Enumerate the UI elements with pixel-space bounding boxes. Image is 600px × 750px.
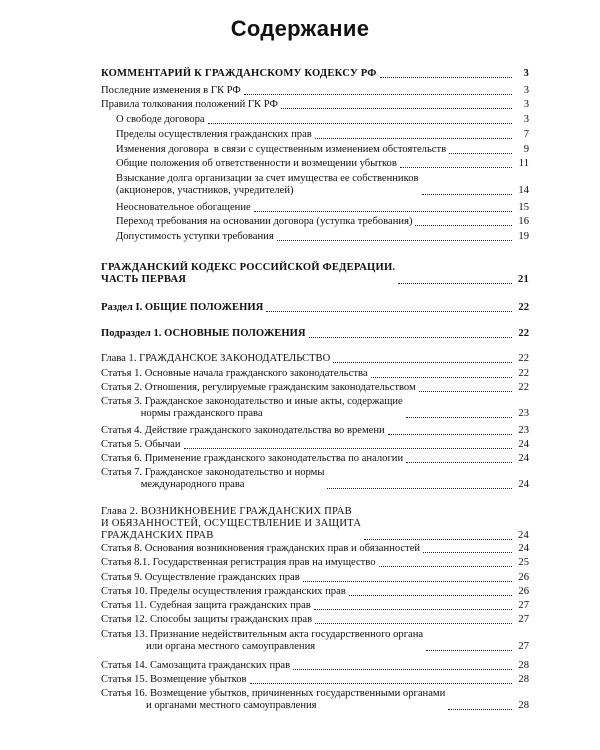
toc-entry-page: 23	[518, 425, 529, 436]
toc-entry	[101, 600, 529, 612]
toc-entry-text: Статья 11. Судебная защита гражданских прав	[101, 600, 311, 611]
toc-entry-page: 3	[523, 114, 529, 125]
toc-entry-page: 28	[518, 660, 529, 671]
toc-entry-text: Статья 9. Осуществление гражданских прав	[101, 572, 300, 583]
toc-entry-text: Статья 8.1. Государственная регистрация прав на имущество	[101, 557, 376, 568]
toc-entry-page: 24	[518, 543, 529, 554]
toc-entry	[101, 353, 529, 365]
toc-entry-text: Допустимость уступки требования	[116, 231, 274, 242]
toc-entry-text: Глава 2. ВОЗНИКНОВЕНИЕ ГРАЖДАНСКИХ ПРАВ И ОБЯЗАННОСТЕЙ, ОСУЩЕСТВЛЕНИЕ И ЗАЩИТА ГРАЖДАНСКИХ ПРАВ	[101, 506, 362, 541]
toc-entry	[101, 467, 529, 491]
toc-entry-text: О свободе договора	[116, 114, 205, 125]
toc-entry	[101, 396, 529, 420]
toc-entry-page: 24	[518, 530, 529, 541]
toc-entry-text: Статья 13. Признание недействительным акта государственного органа или органа местного самоуправления	[101, 629, 424, 652]
toc-entry-text: КОММЕНТАРИЙ К ГРАЖДАНСКОМУ КОДЕКСУ РФ	[101, 68, 377, 79]
toc-entry-text: Глава 1. ГРАЖДАНСКОЕ ЗАКОНОДАТЕЛЬСТВО	[101, 353, 331, 364]
toc-entry-text: Статья 4. Действие гражданского законодательства во времени	[101, 425, 385, 436]
toc-entry-text: Статья 14. Самозащита гражданских прав	[101, 660, 291, 671]
toc-entry-text: ГРАЖДАНСКИЙ КОДЕКС РОССИЙСКОЙ ФЕДЕРАЦИИ. ЧАСТЬ ПЕРВАЯ	[101, 262, 396, 285]
toc-entry	[116, 173, 529, 197]
toc-entry-text: Статья 6. Применение гражданского законодательства по аналогии	[101, 453, 404, 464]
toc-entry	[101, 302, 529, 314]
toc-entry	[116, 114, 529, 126]
toc-entry-page: 22	[518, 353, 529, 364]
toc-entry	[101, 68, 529, 80]
toc-entry-page: 24	[518, 479, 529, 490]
toc-entry-page: 23	[518, 408, 529, 419]
toc-entry	[101, 586, 529, 598]
toc-entry-text: Статья 5. Обычаи	[101, 439, 181, 450]
toc-entry	[101, 439, 529, 451]
toc-entry	[116, 158, 529, 170]
toc-entry-text: Взыскание долга организации за счет имущества ее собственников (акционеров, участников, учредителей)	[116, 173, 419, 196]
toc-entry-page: 26	[518, 586, 529, 597]
toc-entry	[116, 144, 529, 156]
toc-entry-text: Неосновательное обогащение	[116, 202, 251, 213]
toc-entry-text: Общие положения об ответственности и возмещении убытков	[116, 158, 397, 169]
toc-entry-text: Статья 15. Возмещение убытков	[101, 674, 247, 685]
toc-entry-page: 19	[518, 231, 529, 242]
toc-entry-page: 27	[518, 600, 529, 611]
toc-entry-page: 22	[518, 328, 529, 339]
toc-entry	[101, 506, 529, 542]
toc-entry-text: Переход требования на основании договора (уступка требования)	[116, 216, 413, 227]
toc-entry-page: 28	[518, 700, 529, 711]
toc-entry-text: Статья 8. Основания возникновения гражданских прав и обязанностей	[101, 543, 421, 554]
toc-entry	[101, 453, 529, 465]
toc-entry-text: Пределы осуществления гражданских прав	[116, 129, 312, 140]
toc-entry-page: 7	[523, 129, 529, 140]
toc-entry-page: 15	[518, 202, 529, 213]
toc-entry	[101, 557, 529, 569]
toc-entry-text: Подраздел 1. ОСНОВНЫЕ ПОЛОЖЕНИЯ	[101, 328, 306, 339]
toc-entry	[101, 614, 529, 626]
toc-entry-text: Статья 10. Пределы осуществления гражданских прав	[101, 586, 346, 597]
toc-entry-page: 22	[518, 382, 529, 393]
toc-entry-page: 22	[518, 302, 529, 313]
toc-entry-page: 11	[518, 158, 529, 169]
toc-entry	[101, 262, 529, 286]
toc-entry-page: 28	[518, 674, 529, 685]
toc-entry-text: Статья 1. Основные начала гражданского законодательства	[101, 368, 368, 379]
toc-entry-page: 3	[523, 68, 529, 79]
toc-entry-page: 9	[523, 144, 529, 155]
toc-entry	[101, 543, 529, 555]
toc-entry	[101, 382, 529, 394]
page-title: Содержание	[230, 16, 370, 41]
toc-entry-text: Статья 12. Способы защиты гражданских прав	[101, 614, 313, 625]
toc-entry-page: 3	[523, 85, 529, 96]
toc-entry	[101, 688, 529, 712]
toc-entry	[101, 368, 529, 380]
toc-entry	[101, 328, 529, 340]
toc-entry-page: 16	[518, 216, 529, 227]
toc-entry-text: Статья 2. Отношения, регулируемые гражданским законодательством	[101, 382, 416, 393]
toc-entry-page: 24	[518, 439, 529, 450]
toc-entry-text: Правила толкования положений ГК РФ	[101, 99, 278, 110]
toc-entry-text: Статья 16. Возмещение убытков, причиненных государственными органами и органами местного самоуправления	[101, 688, 446, 711]
toc-entry-page: 26	[518, 572, 529, 583]
toc-entry	[101, 572, 529, 584]
toc-entry	[101, 85, 529, 97]
toc-entry	[101, 99, 529, 111]
toc-entry	[116, 231, 529, 243]
toc-entry-text: Раздел I. ОБЩИЕ ПОЛОЖЕНИЯ	[101, 302, 264, 313]
toc-entry	[116, 202, 529, 214]
toc-entry	[101, 629, 529, 653]
toc-entry-page: 3	[523, 99, 529, 110]
toc-entry	[116, 129, 529, 141]
toc-entry-page: 27	[518, 641, 529, 652]
toc-entry-page: 14	[518, 185, 529, 196]
toc-entry	[101, 425, 529, 437]
toc-entry-text: Последние изменения в ГК РФ	[101, 85, 241, 96]
toc-entry-text: Изменения договора в связи с существенным изменением обстоятельств	[116, 144, 447, 155]
toc-entry-page: 27	[518, 614, 529, 625]
toc-entry-page: 25	[518, 557, 529, 568]
toc-entry-page: 21	[518, 274, 529, 285]
toc-entry	[101, 674, 529, 686]
toc-entry-text: Статья 7. Гражданское законодательство и нормы международного права	[101, 467, 325, 490]
toc-entry-text: Статья 3. Гражданское законодательство и иные акты, содержащие нормы гражданского права	[101, 396, 403, 419]
toc-entry-page: 22	[518, 368, 529, 379]
toc-entry	[116, 216, 529, 228]
toc-entry-page: 24	[518, 453, 529, 464]
toc-entry	[101, 660, 529, 672]
